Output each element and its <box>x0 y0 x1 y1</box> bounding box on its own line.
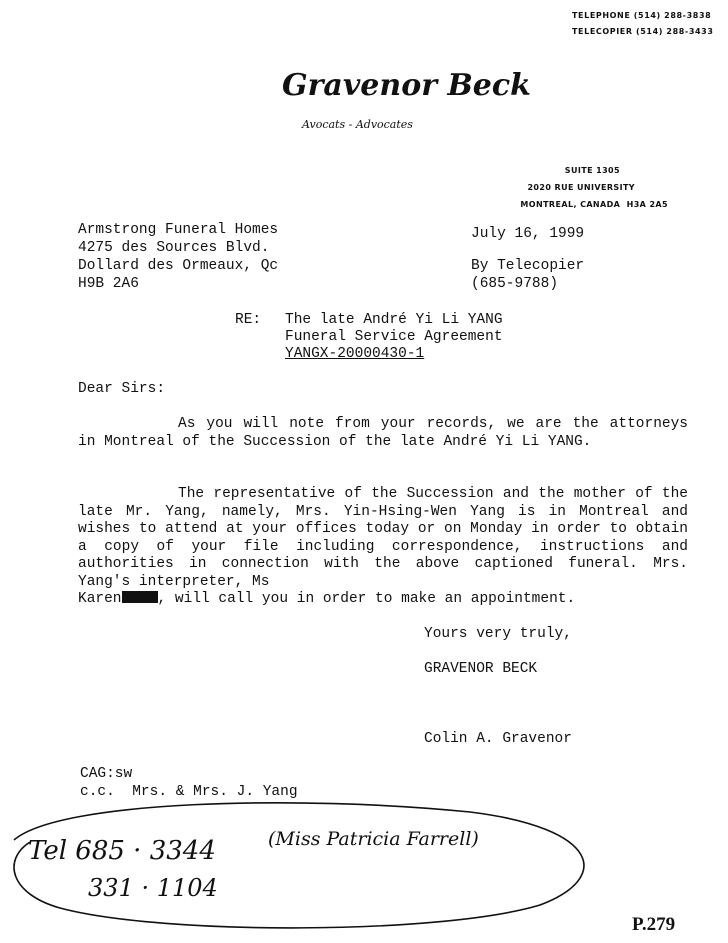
recipient-line-3: Dollard des Ormeaux, Qc <box>78 258 279 274</box>
closing: Yours very truly, <box>424 626 572 642</box>
address-street: 2020 RUE UNIVERSITY <box>527 183 635 192</box>
address-city: MONTREAL, CANADA H3A 2A5 <box>520 200 668 209</box>
recipient-line-4: H9B 2A6 <box>78 276 139 292</box>
paragraph-1: As you will note from your records, we are the attorneys in Montreal of the Succession of the late André Yi Li YANG. <box>78 416 688 450</box>
recipient-line-2: 4275 des Sources Blvd. <box>78 240 270 256</box>
re-line-2: Funeral Service Agreement <box>285 329 503 345</box>
letter-date: July 16, 1999 <box>471 226 585 242</box>
paragraph-2: The representative of the Succession and the mother of the late Mr. Yang, namely, Mrs. Yin-Hsing-Wen Yang is in Montreal and wishes to attend at your offices today or on Monday in order to obtain a copy of your file including correspondence, instructions and authorities in connection with the above captioned funeral. Mrs. Yang's interpreter, Ms <box>78 486 688 590</box>
telecopier-line: TELECOPIER (514) 288-3433 <box>572 27 714 36</box>
carbon-copy: c.c. Mrs. & Mrs. J. Yang <box>80 784 298 800</box>
firm-tagline: Avocats - Advocates <box>302 118 413 131</box>
re-reference: YANGX-20000430-1 <box>285 346 425 362</box>
delivery-method: By Telecopier <box>471 258 585 274</box>
firm-signature: GRAVENOR BECK <box>424 661 538 677</box>
address-suite: SUITE 1305 <box>564 166 620 175</box>
salutation: Dear Sirs: <box>78 381 166 397</box>
redaction-bar <box>122 591 158 603</box>
telephone-line: TELEPHONE (514) 288-3838 <box>572 11 712 20</box>
re-label: RE: <box>235 312 262 328</box>
re-line-1: The late André Yi Li YANG <box>285 312 503 328</box>
typist-initials: CAG:sw <box>80 766 133 782</box>
paragraph-2-last-line <box>78 591 575 609</box>
handwritten-phone: Tel 685 · 3344 <box>28 836 216 866</box>
firm-logo: Gravenor Beck <box>282 68 531 103</box>
signer-name: Colin A. Gravenor <box>424 731 572 747</box>
page-number: P.279 <box>632 914 676 935</box>
handwritten-contact-name: (Miss Patricia Farrell) <box>268 828 479 850</box>
interpreter-first-name: Karen <box>78 591 122 607</box>
handwritten-alt-phone: 331 · 1104 <box>88 874 218 902</box>
recipient-line-1: Armstrong Funeral Homes <box>78 222 279 238</box>
fax-number: (685-9788) <box>471 276 559 292</box>
paragraph-2-ending: , will call you in order to make an appointment. <box>157 591 576 607</box>
